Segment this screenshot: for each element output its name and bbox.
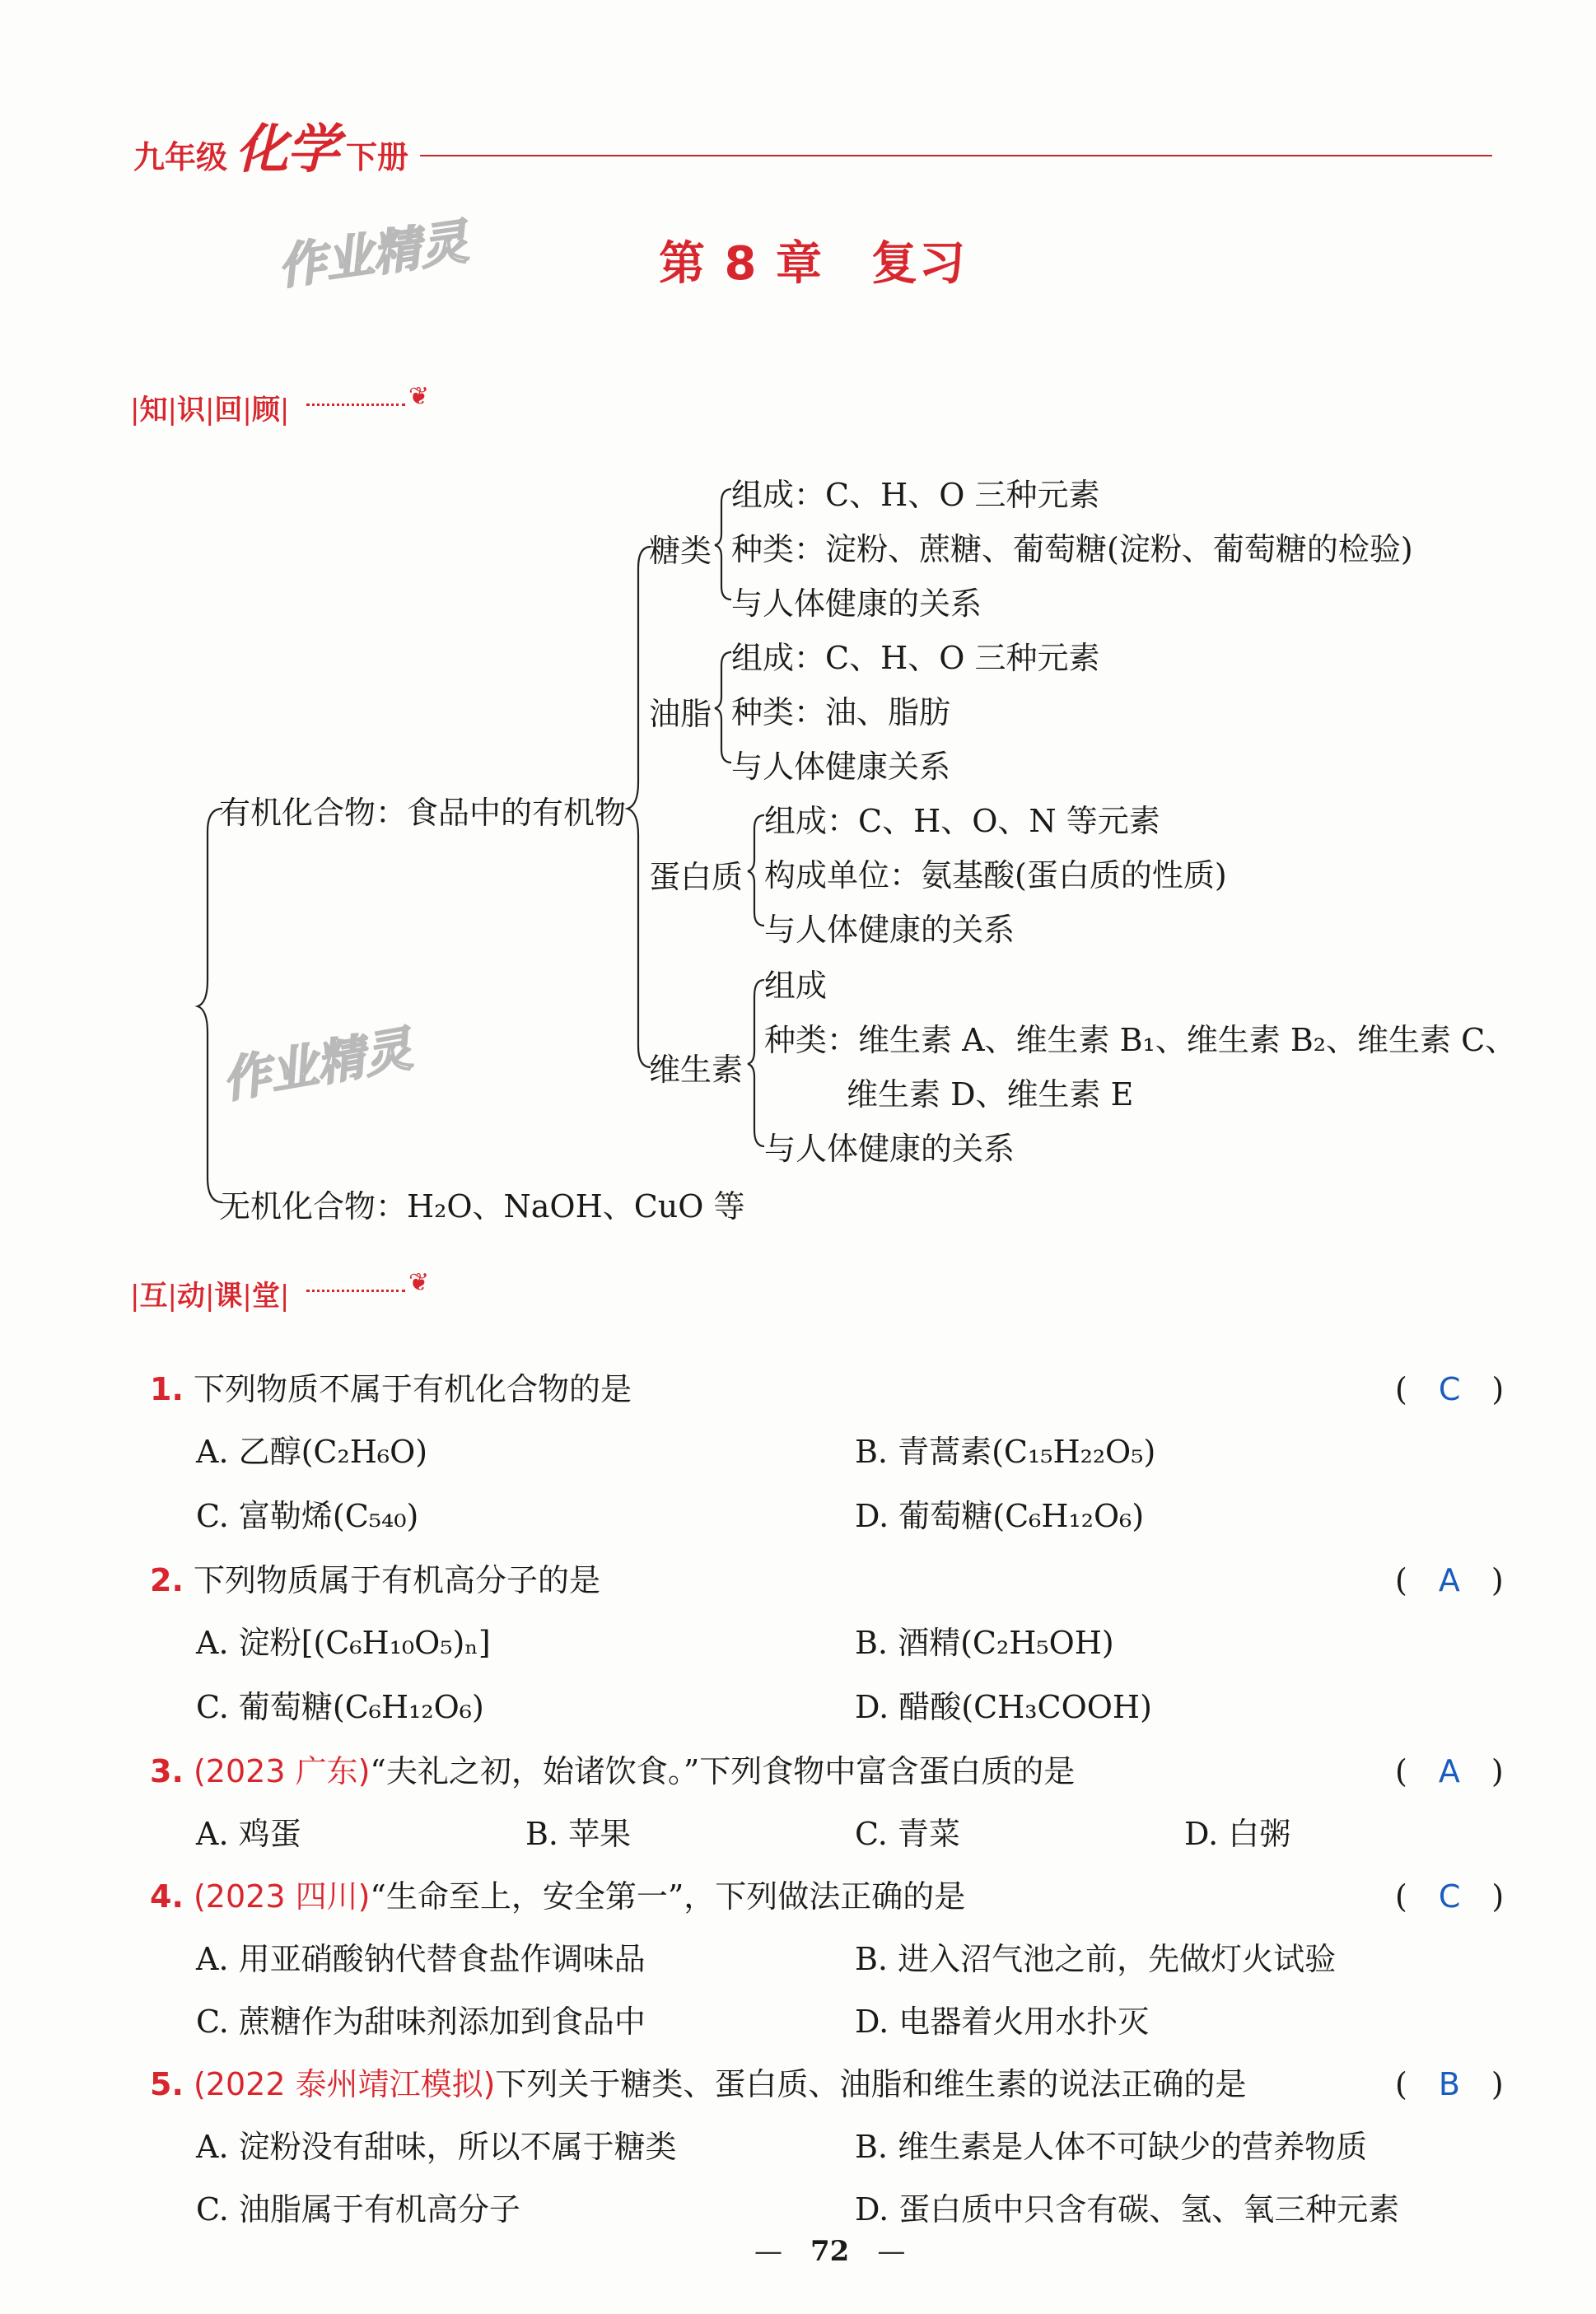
- tree-vitamin-item: 维生素 D、维生素 E: [847, 1076, 1134, 1113]
- question-4-option: C. 蔗糖作为甜味剂添加到食品中: [196, 2004, 646, 2040]
- question-5-option: D. 蛋白质中只含有碳、氢、氧三种元素: [855, 2191, 1400, 2228]
- question-4-stem: 4. (2023 四川)“生命至上，安全第一”，下列做法正确的是: [150, 1878, 966, 1915]
- question-3-answer: ( A ): [1395, 1753, 1504, 1789]
- tree-vitamin-label: 维生素: [649, 1052, 744, 1088]
- tree-protein-item: 组成：C、H、O、N 等元素: [764, 803, 1160, 839]
- page-number: — 72 —: [754, 2235, 906, 2268]
- question-1-stem: 1. 下列物质不属于有机化合物的是: [150, 1371, 632, 1407]
- question-5-answer: ( B ): [1395, 2066, 1504, 2102]
- tree-organic: 有机化合物：食品中的有机物: [219, 795, 627, 831]
- question-2-option: C. 葡萄糖(C₆H₁₂O₆): [196, 1689, 484, 1725]
- question-3-option: A. 鸡蛋: [196, 1816, 301, 1852]
- question-1-option: C. 富勒烯(C₅₄₀): [196, 1498, 419, 1534]
- sparkle-icon: ❦: [408, 1268, 430, 1297]
- question-2-option: D. 醋酸(CH₃COOH): [855, 1689, 1152, 1725]
- question-4-option: B. 进入沼气池之前，先做灯火试验: [855, 1941, 1337, 1977]
- question-2-option: B. 酒精(C₂H₅OH): [855, 1625, 1114, 1661]
- section-dots: [306, 1290, 405, 1292]
- tree-protein-item: 构成单位：氨基酸(蛋白质的性质): [764, 857, 1227, 893]
- tree-vitamin-item: 与人体健康的关系: [764, 1131, 1015, 1167]
- tree-inorganic: 无机化合物：H₂O、NaOH、CuO 等: [219, 1188, 745, 1225]
- question-3-option: D. 白粥: [1184, 1816, 1291, 1852]
- header-volume: 下册: [346, 139, 409, 175]
- section-title-classroom: |互|动|课|堂|: [130, 1280, 290, 1313]
- header-grade: 九年级: [133, 139, 228, 175]
- question-4-answer: ( C ): [1395, 1878, 1505, 1915]
- question-5-option: A. 淀粉没有甜味，所以不属于糖类: [196, 2129, 677, 2165]
- question-2-answer: ( A ): [1395, 1562, 1504, 1598]
- chapter-title: 第 8 章 复习: [659, 237, 967, 291]
- question-2-stem: 2. 下列物质属于有机高分子的是: [150, 1562, 600, 1598]
- question-1-answer: ( C ): [1395, 1371, 1505, 1407]
- header-subject: 化学: [236, 119, 338, 180]
- tree-protein-item: 与人体健康的关系: [764, 912, 1015, 948]
- watermark-top: 作业精灵: [274, 213, 472, 296]
- tree-vitamin-item: 组成: [764, 968, 828, 1004]
- tree-sugar-label: 糖类: [649, 533, 712, 569]
- question-5-stem: 5. (2022 泰州靖江模拟)下列关于糖类、蛋白质、油脂和维生素的说法正确的是: [150, 2066, 1247, 2102]
- question-5-option: B. 维生素是人体不可缺少的营养物质: [855, 2129, 1368, 2165]
- tree-fat-item: 种类：油、脂肪: [731, 694, 951, 730]
- tree-sugar-item: 组成：C、H、O 三种元素: [731, 477, 1100, 513]
- tree-fat-item: 与人体健康关系: [731, 749, 951, 785]
- question-3-option: B. 苹果: [525, 1816, 632, 1852]
- watermark-middle: 作业精灵: [217, 1020, 417, 1109]
- tree-sugar-item: 与人体健康的关系: [731, 585, 982, 622]
- question-3-stem: 3. (2023 广东)“夫礼之初，始诸饮食。”下列食物中富含蛋白质的是: [150, 1753, 1076, 1789]
- tree-fat-item: 组成：C、H、O 三种元素: [731, 640, 1100, 676]
- question-4-option: D. 电器着火用水扑灭: [855, 2004, 1150, 2040]
- tree-protein-label: 蛋白质: [649, 859, 744, 895]
- tree-fat-label: 油脂: [649, 696, 712, 732]
- question-1-option: D. 葡萄糖(C₆H₁₂O₆): [855, 1498, 1145, 1534]
- question-1-option: B. 青蒿素(C₁₅H₂₂O₅): [855, 1434, 1156, 1470]
- tree-vitamin-item: 种类：维生素 A、维生素 B₁、维生素 B₂、维生素 C、: [764, 1022, 1517, 1058]
- sparkle-icon: ❦: [408, 382, 430, 411]
- question-1-option: A. 乙醇(C₂H₆O): [196, 1434, 428, 1470]
- section-title-review: |知|识|回|顾|: [130, 394, 290, 427]
- question-5-option: C. 油脂属于有机高分子: [196, 2191, 520, 2228]
- question-4-option: A. 用亚硝酸钠代替食盐作调味品: [196, 1941, 646, 1977]
- tree-sugar-item: 种类：淀粉、蔗糖、葡萄糖(淀粉、葡萄糖的检验): [731, 531, 1413, 567]
- question-2-option: A. 淀粉[(C₆H₁₀O₅)ₙ]: [196, 1625, 491, 1661]
- question-3-option: C. 青菜: [855, 1816, 960, 1852]
